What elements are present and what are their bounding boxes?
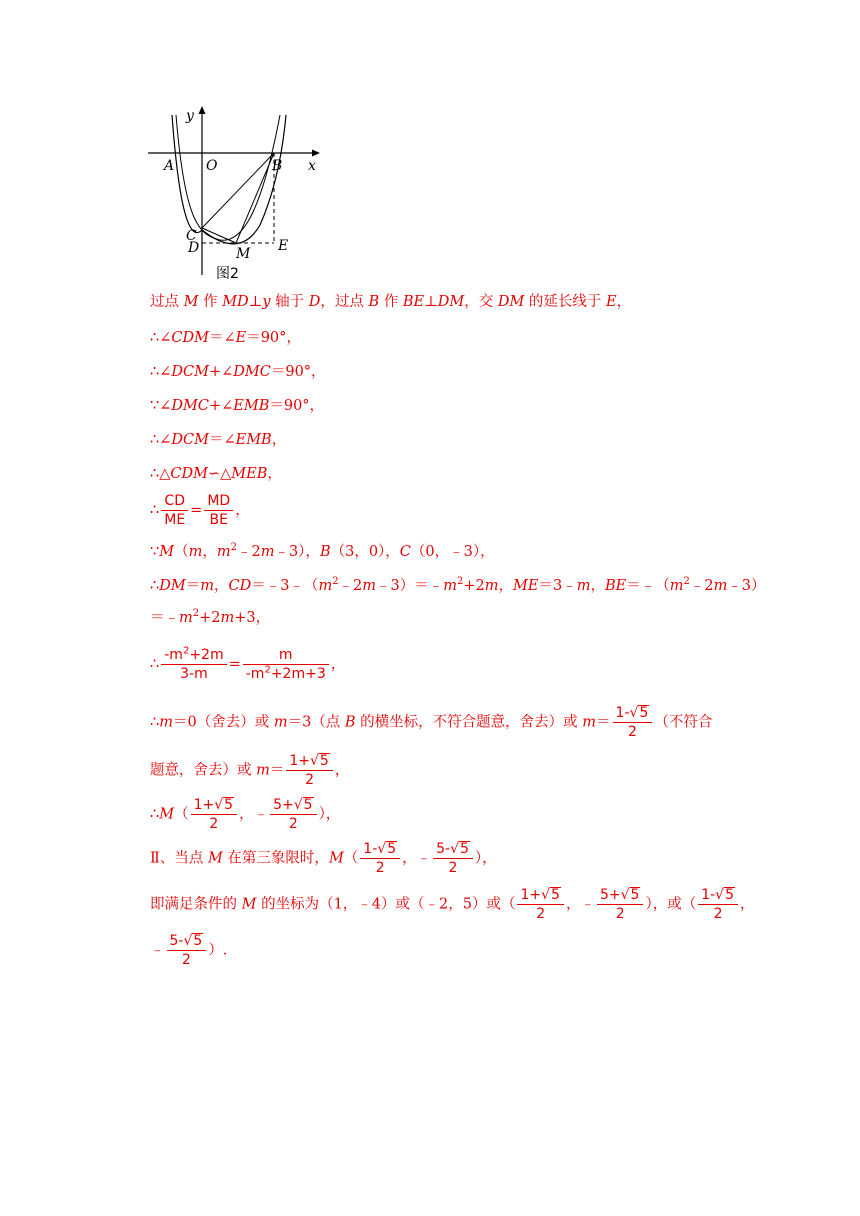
- text-line-7: ∴ $\frac{CD}{ME}$ = $\frac{MD}{BE}$ ，: [150, 493, 250, 528]
- text-line-6: ∴△CDM∽△MEB，: [150, 466, 282, 482]
- text-line-8: ∵M（m，$m^2﹣2m﹣3$），B（3，0），C（0，﹣3），: [150, 542, 495, 560]
- text-line-5: ∴∠DCM＝∠EMB，: [150, 432, 287, 448]
- text-line-1: 过点 M 作 MD⊥y 轴于 D，过点 B 作 BE⊥DM，交 DM 的延长线于 E，: [150, 294, 632, 310]
- label-x: x: [308, 158, 316, 174]
- text-line-17: ﹣ $\frac{5-√5}{2}$ ）.: [150, 933, 228, 968]
- figure-caption: 图2: [216, 266, 239, 282]
- text-line-16: 即满足条件的 M 的坐标为（1，﹣4）或（﹣2，5）或（ $\frac{1+√5}{2}$ ，﹣ $\frac{5+√5}{2}$ ），或（ $\frac{1-√5}{2}$ ，: [150, 887, 755, 922]
- label-D: D: [188, 240, 200, 256]
- label-y: y: [186, 108, 194, 124]
- text-line-10: $=﹣m^2+2m+3$，: [150, 608, 271, 626]
- label-O: O: [206, 158, 218, 174]
- text-line-14: ∴M（ $\frac{1+√5}{2}$ ，﹣ $\frac{5+√5}{2}$ ），: [150, 797, 341, 832]
- figure-2-graph: [140, 100, 340, 285]
- text-line-15: Ⅱ、当点 M 在第三象限时，M（ $\frac{1-√5}{2}$ ，﹣ $\frac{5-√5}{2}$ ），: [150, 841, 497, 876]
- label-A: A: [164, 158, 175, 174]
- text-line-9: ∴DM＝m，$CD=﹣3﹣(m^2﹣2m﹣3)=﹣m^2+2m$，ME＝3﹣m，$BE=﹣(m^2﹣2m﹣3)$: [150, 576, 766, 594]
- text-line-3: ∴∠DCM+∠DMC＝90°，: [150, 364, 326, 380]
- label-M: M: [236, 246, 251, 262]
- label-C: C: [186, 228, 197, 244]
- text-line-12: ∴m＝0（舍去）或 m＝3（点 B 的横坐标，不符合题意，舍去）或 m＝ $\frac{1-√5}{2}$ （不符合: [150, 705, 713, 740]
- text-line-4: ∵∠DMC+∠EMB＝90°，: [150, 398, 325, 414]
- label-E: E: [278, 238, 289, 254]
- text-line-11: ∴ $\frac{-m^2+2m}{3-m}$ = $\frac{m}{-m^2+2m+3}$ ，: [150, 645, 346, 682]
- label-B: B: [272, 158, 283, 174]
- text-line-13: 题意，舍去）或 m＝ $\frac{1+√5}{2}$ ，: [150, 753, 350, 788]
- text-line-2: ∴∠CDM＝∠E＝90°，: [150, 330, 301, 346]
